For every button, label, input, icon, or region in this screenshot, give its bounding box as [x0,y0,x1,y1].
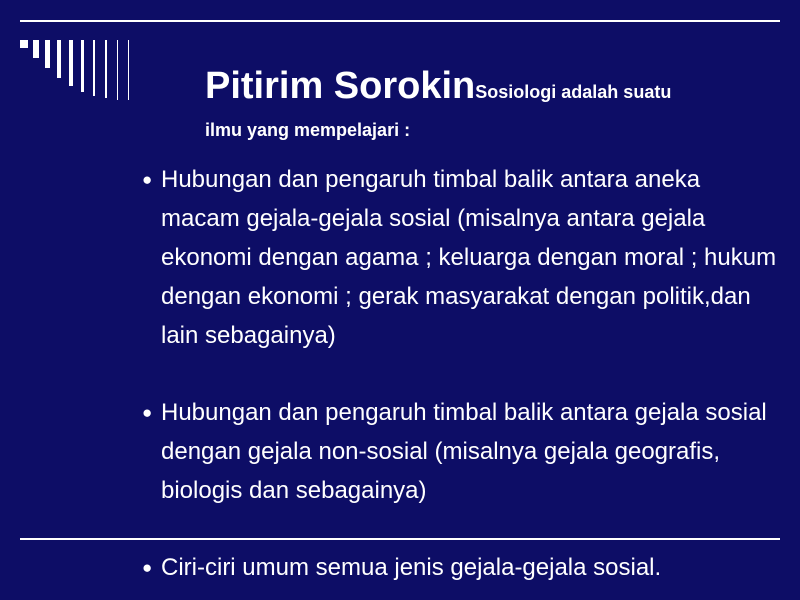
bullet-text: Ciri-ciri umum semua jenis gejala-gejala sosial. [161,554,662,581]
bullet-item-1 [142,160,781,355]
bullet-text: Hubungan dan pengaruh timbal balik antara aneka macam gejala-gejala sosial (misalnya antara gejala ekonomi dengan agama ; keluarga dengan moral ; hukum dengan ekonomi ; gerak masyarakat dengan politik,dan lain sebagainya) [161,166,777,349]
bullet-icon: ● [142,558,153,577]
bullet-item-2 [142,393,781,510]
bottom-divider-line [20,538,780,540]
title-main: Pitirim Sorokin [205,65,476,107]
bullet-text: Hubungan dan pengaruh timbal balik antara gejala sosial dengan gejala non-sosial (misalnya gejala geografis, biologis dan sebagainya) [161,399,767,504]
top-border-line [20,20,780,22]
title-line-2: ilmu yang mempelajari : [205,120,411,140]
slide-title [205,62,765,142]
title-subtitle: Sosiologi adalah suatu [475,82,672,102]
bullet-icon: ● [142,170,153,189]
decorative-bars [20,40,130,100]
bullet-item-3 [142,548,781,587]
bullet-icon: ● [142,403,153,422]
